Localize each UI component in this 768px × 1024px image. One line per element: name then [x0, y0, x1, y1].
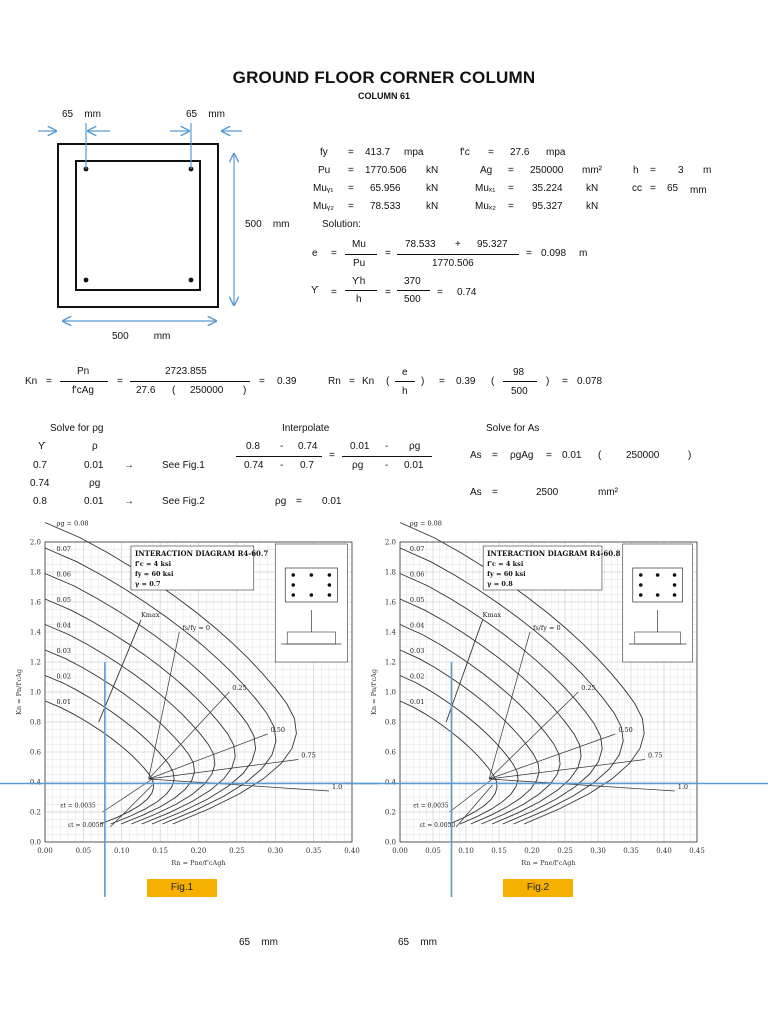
eq: =	[385, 248, 391, 259]
x-tick-label: 0.15	[152, 847, 168, 855]
fs-fy-label: fs/fy = 0	[182, 624, 211, 632]
fy-label: fy	[320, 147, 328, 158]
rn-kn: Kn	[362, 376, 375, 387]
tie-outline	[76, 161, 200, 290]
strain-label: εt = 0.0035	[413, 802, 449, 810]
eq: =	[348, 147, 354, 158]
ag-label: Ag	[480, 165, 493, 176]
rho-result-value: 0.01	[322, 496, 342, 507]
diagram-param: γ = 0.8	[487, 580, 513, 588]
h-value: 3	[678, 165, 684, 176]
y-tick-label: 1.0	[384, 688, 396, 697]
rn-result: 0.078	[577, 376, 603, 387]
strain-label: εt = 0.0050	[419, 822, 456, 829]
diagram-title: INTERACTION DIAGRAM R4-60.8	[487, 549, 621, 558]
rparen: )	[421, 376, 425, 387]
cc-unit: mm	[690, 185, 707, 196]
e-unit: m	[579, 248, 588, 259]
fig2-label: Fig.2	[503, 879, 573, 897]
muy2-value: 78.533	[370, 201, 401, 212]
eq: =	[348, 183, 354, 194]
rho-curve-label: 0.05	[409, 596, 425, 604]
eq: =	[349, 376, 355, 387]
mu-numerator: Mu	[352, 239, 366, 250]
eq: =	[348, 165, 354, 176]
as-label: As	[470, 450, 482, 461]
y-tick-label: 0.0	[384, 838, 396, 847]
eq: =	[117, 376, 123, 387]
gamma-symbol: ϒ	[311, 285, 319, 296]
lparen: (	[386, 376, 390, 387]
fs-fy-line	[149, 760, 299, 780]
as-unit: mm²	[598, 487, 618, 498]
x-tick-label: 0.10	[113, 847, 130, 855]
y-tick-label: 1.2	[29, 658, 41, 667]
row1-gamma: 0.7	[33, 460, 47, 471]
cover-right-value: 65 mm	[186, 109, 225, 120]
y-tick-label: 0.8	[384, 718, 396, 727]
rn-den: 500	[511, 386, 528, 397]
sketch-rebar	[310, 573, 314, 577]
y-axis-label: Kn = Pn/f'cAg	[370, 668, 378, 716]
pu-unit: kN	[426, 165, 439, 176]
muy2-unit: kN	[426, 201, 439, 212]
eq: =	[488, 147, 494, 158]
rparen: )	[243, 385, 247, 396]
y-tick-label: 1.8	[29, 568, 41, 577]
sketch-rebar	[291, 593, 295, 597]
rho-curve-label: 0.03	[56, 647, 71, 655]
x-tick-label: 0.30	[267, 847, 284, 855]
eq: =	[562, 376, 568, 387]
diagram-param: fy = 60 ksi	[487, 570, 526, 578]
fc-unit: mpa	[546, 147, 566, 158]
rn-e: e	[402, 367, 408, 378]
y-tick-label: 0.0	[29, 838, 41, 847]
eq: =	[348, 201, 354, 212]
col-gamma: ϒ	[38, 441, 46, 452]
rho-curve-label: 0.06	[409, 570, 425, 579]
rho-curve-label: ρg = 0.08	[56, 519, 89, 528]
row2-rho: ρg	[89, 478, 101, 489]
fs-fy-line	[149, 734, 268, 779]
as-ag: 250000	[626, 450, 660, 461]
y-tick-label: 0.6	[29, 748, 41, 757]
mux2-value: 95.327	[532, 201, 563, 212]
sketch-rebar	[639, 583, 643, 587]
rho-curve	[45, 599, 235, 824]
plus: +	[455, 239, 461, 250]
x-tick-label: 0.05	[425, 847, 441, 855]
x-tick-label: 0.45	[689, 847, 705, 855]
diagram-param: f'c = 4 ksi	[134, 560, 172, 568]
y-tick-label: 1.4	[29, 628, 41, 637]
sketch-rebar	[673, 593, 677, 597]
interp-b1: 0.74	[244, 460, 264, 471]
kmax-label: Kmax	[140, 611, 160, 619]
footer-right-dimension: 65 mm	[398, 937, 437, 948]
eq: =	[508, 183, 514, 194]
e-result: 0.098	[541, 248, 567, 259]
eq: =	[331, 287, 337, 298]
fs-fy-line	[149, 632, 180, 779]
gamma-h-numerator: ϒh	[352, 276, 366, 287]
lparen: (	[598, 450, 602, 461]
rho-curve-label: 0.04	[56, 621, 71, 630]
y-tick-label: 1.0	[29, 688, 41, 697]
sketch-rebar	[328, 573, 332, 577]
rho-curve	[400, 599, 581, 824]
x-tick-label: 0.10	[458, 847, 474, 855]
rho-curve-label: 0.01	[56, 698, 71, 706]
x-tick-label: 0.00	[392, 847, 408, 855]
pu-value: 1770.506	[365, 165, 407, 176]
rparen: )	[688, 450, 692, 461]
strain-label: εt = 0.0035	[60, 802, 96, 810]
eq: =	[385, 287, 391, 298]
y-tick-label: 1.2	[384, 658, 396, 667]
gamma-num-value: 370	[404, 276, 421, 287]
eq: =	[331, 248, 337, 259]
y-tick-label: 1.6	[29, 598, 41, 607]
sketch-rebar	[328, 593, 332, 597]
fs-fy-label: 0.25	[581, 684, 596, 692]
x-tick-label: 0.25	[229, 847, 245, 855]
x-tick-label: 0.40	[656, 847, 672, 855]
sketch-rebar	[656, 573, 660, 577]
eq: =	[650, 165, 656, 176]
interaction-diagram-fig2	[345, 519, 768, 900]
y-tick-label: 0.4	[29, 778, 41, 787]
fs-fy-label: 0.75	[648, 751, 663, 760]
e-symbol: e	[312, 248, 318, 259]
interpolate-title: Interpolate	[282, 423, 330, 434]
interp-b2: 0.7	[300, 460, 314, 471]
lparen: (	[172, 385, 176, 396]
interp-c1: 0.01	[350, 441, 370, 452]
row1-rho: 0.01	[84, 460, 104, 471]
eq: =	[492, 450, 498, 461]
cc-value: 65	[667, 183, 679, 194]
ag-value: 250000	[530, 165, 564, 176]
fs-fy-label: fs/fy = 0	[532, 624, 561, 632]
x-tick-label: 0.30	[590, 847, 606, 855]
rho-curve-label: 0.03	[409, 647, 425, 655]
eq: =	[46, 376, 52, 387]
eq: =	[526, 248, 532, 259]
h-unit: m	[703, 165, 712, 176]
y-tick-label: 1.8	[384, 568, 396, 577]
see-fig1: See Fig.1	[162, 460, 205, 471]
x-tick-label: 0.40	[344, 847, 360, 855]
diagram-param: γ = 0.7	[134, 580, 161, 588]
ag-unit: mm²	[582, 165, 602, 176]
fs-fy-label: 1.0	[331, 783, 343, 791]
page-subtitle: COLUMN 61	[357, 91, 410, 101]
rebar	[84, 278, 89, 283]
rparen: )	[546, 376, 550, 387]
muy1-unit: kN	[426, 183, 439, 194]
cc-label: cc	[632, 183, 642, 194]
eq: =	[296, 496, 302, 507]
sketch-rebar	[673, 583, 677, 587]
solve-rho-title: Solve for ρg	[50, 423, 104, 434]
sketch-rebar	[291, 573, 295, 577]
y-tick-label: 0.2	[384, 808, 396, 817]
rn-kn-value: 0.39	[456, 376, 476, 387]
as-result: 2500	[536, 487, 559, 498]
mu-value-2: 95.327	[477, 239, 508, 250]
eq: =	[508, 201, 514, 212]
arrow: →	[124, 496, 134, 507]
x-tick-label: 0.35	[623, 847, 639, 855]
pu-denominator: Pu	[353, 258, 366, 269]
x-tick-label: 0.00	[37, 847, 53, 855]
minus: -	[385, 460, 389, 471]
mux1-value: 35.224	[532, 183, 563, 194]
interp-a2: 0.74	[298, 441, 318, 452]
diagram-param: fy = 60 ksi	[134, 570, 174, 578]
gamma-den-value: 500	[404, 294, 421, 305]
sketch-rebar	[673, 573, 677, 577]
eq: =	[492, 487, 498, 498]
row3-gamma: 0.8	[33, 496, 47, 507]
x-tick-label: 0.05	[75, 847, 92, 855]
x-tick-label: 0.20	[190, 847, 207, 855]
fs-fy-line	[489, 760, 645, 780]
pn-value: 2723.855	[165, 366, 207, 377]
minus: -	[385, 441, 389, 452]
rho-curve-label: 0.02	[409, 672, 425, 681]
arrow: →	[124, 460, 134, 471]
diagram-param: f'c = 4 ksi	[487, 560, 524, 568]
pn-numerator: Pn	[77, 366, 90, 377]
lparen: (	[491, 376, 495, 387]
diagram-title: INTERACTION DIAGRAM R4-60.7	[134, 549, 269, 558]
y-tick-label: 0.8	[29, 718, 41, 727]
rho-curve-label: 0.06	[56, 570, 71, 579]
solution-heading: Solution:	[322, 219, 361, 230]
y-axis-label: Kn = Pn/f'cAg	[15, 668, 23, 716]
fc-label: f'c	[460, 147, 470, 158]
fy-unit: mpa	[404, 147, 424, 158]
sketch-rebar	[639, 573, 643, 577]
eq: =	[650, 183, 656, 194]
eq: =	[329, 450, 335, 461]
mux2-unit: kN	[586, 201, 599, 212]
minus: -	[280, 441, 284, 452]
minus: -	[280, 460, 284, 471]
sketch-rebar	[291, 583, 295, 587]
mu-value-1: 78.533	[405, 239, 436, 250]
x-axis-label: Rn = Pne/f'cAgh	[521, 859, 576, 867]
rn-num: 98	[513, 367, 525, 378]
height-dimension: 500 mm	[245, 219, 290, 230]
sketch-rebar	[656, 593, 660, 597]
y-tick-label: 0.2	[29, 808, 41, 817]
fs-fy-label: 0.50	[618, 726, 633, 734]
column-outline	[58, 144, 218, 307]
see-fig2: See Fig.2	[162, 496, 205, 507]
y-tick-label: 2.0	[384, 538, 396, 547]
muy1-label: Muᵧ₁	[313, 183, 334, 194]
interp-a1: 0.8	[246, 441, 260, 452]
interp-d2: 0.01	[404, 460, 424, 471]
width-dimension: 500 mm	[112, 331, 171, 342]
rho-curve-label: 0.01	[409, 698, 425, 706]
as-rho: 0.01	[562, 450, 582, 461]
mux1-unit: kN	[586, 183, 599, 194]
rho-curve-label: 0.07	[56, 545, 71, 553]
sketch-rebar	[328, 583, 332, 587]
sketch-rebar	[310, 593, 314, 597]
fcag-denominator: f'cAg	[72, 385, 94, 396]
column-section-diagram	[0, 0, 300, 340]
col-rho: ρ	[92, 441, 98, 452]
x-tick-label: 0.35	[305, 847, 322, 855]
y-tick-label: 2.0	[29, 538, 41, 547]
as-label-2: As	[470, 487, 482, 498]
rn-symbol: Rn	[328, 376, 341, 387]
strain-label: εt = 0.0050	[68, 822, 104, 829]
x-tick-label: 0.20	[524, 847, 540, 855]
rebar	[189, 278, 194, 283]
kmax-label: Kmax	[482, 611, 502, 619]
pu-value-den: 1770.506	[432, 258, 474, 269]
y-tick-label: 1.4	[384, 628, 396, 637]
strain-line	[456, 785, 492, 827]
interp-d1: ρg	[352, 460, 364, 471]
fc-value: 27.6	[510, 147, 530, 158]
muy1-value: 65.956	[370, 183, 401, 194]
eq: =	[437, 287, 443, 298]
muy2-label: Muᵧ₂	[313, 201, 334, 212]
h-label: h	[633, 165, 639, 176]
strain-line	[110, 785, 152, 827]
h-denominator: h	[356, 294, 362, 305]
kn-result: 0.39	[277, 376, 297, 387]
rho-curve-label: 0.05	[56, 596, 71, 604]
y-tick-label: 1.6	[384, 598, 396, 607]
x-tick-label: 0.15	[491, 847, 507, 855]
mux1-label: Muₓ₁	[475, 183, 496, 194]
fs-fy-line	[489, 632, 530, 779]
page-title: GROUND FLOOR CORNER COLUMN	[232, 68, 536, 87]
eq: =	[439, 376, 445, 387]
x-tick-label: 0.25	[557, 847, 573, 855]
eq: =	[259, 376, 265, 387]
row3-rho: 0.01	[84, 496, 104, 507]
ag-den-value: 250000	[190, 385, 224, 396]
row2-gamma: 0.74	[30, 478, 50, 489]
footer-left-dimension: 65 mm	[239, 937, 278, 948]
fc-den-value: 27.6	[136, 385, 156, 396]
rho-curve-label: 0.02	[56, 672, 71, 681]
rho-curve	[400, 574, 602, 825]
cover-left-value: 65 mm	[62, 109, 101, 120]
fy-value: 413.7	[365, 147, 391, 158]
mux2-label: Muₓ₂	[475, 201, 497, 212]
fig1-label: Fig.1	[147, 879, 217, 897]
rho-curve-label: 0.04	[409, 621, 425, 630]
fs-fy-label: 0.50	[270, 726, 286, 734]
y-tick-label: 0.4	[384, 778, 396, 787]
eq: =	[546, 450, 552, 461]
sketch-rebar	[639, 593, 643, 597]
fs-fy-label: 0.75	[301, 751, 316, 760]
as-formula: ρgAg	[510, 450, 534, 461]
rho-curve-label: ρg = 0.08	[409, 519, 442, 528]
y-tick-label: 0.6	[384, 748, 396, 757]
fs-fy-label: 0.25	[232, 684, 247, 692]
interp-c2: ρg	[409, 441, 421, 452]
interaction-diagram-fig1	[0, 519, 380, 900]
rho-result-label: ρg	[275, 496, 287, 507]
x-axis-label: Rn = Pne/f'cAgh	[171, 859, 226, 867]
solve-as-title: Solve for As	[486, 423, 540, 434]
rho-curve-label: 0.07	[409, 545, 425, 553]
fs-fy-line	[149, 692, 230, 779]
gamma-result: 0.74	[457, 287, 477, 298]
pu-label: Pu	[318, 165, 331, 176]
eq: =	[508, 165, 514, 176]
rn-h: h	[402, 386, 408, 397]
fs-fy-label: 1.0	[677, 783, 689, 791]
kn-symbol: Kn	[25, 376, 38, 387]
